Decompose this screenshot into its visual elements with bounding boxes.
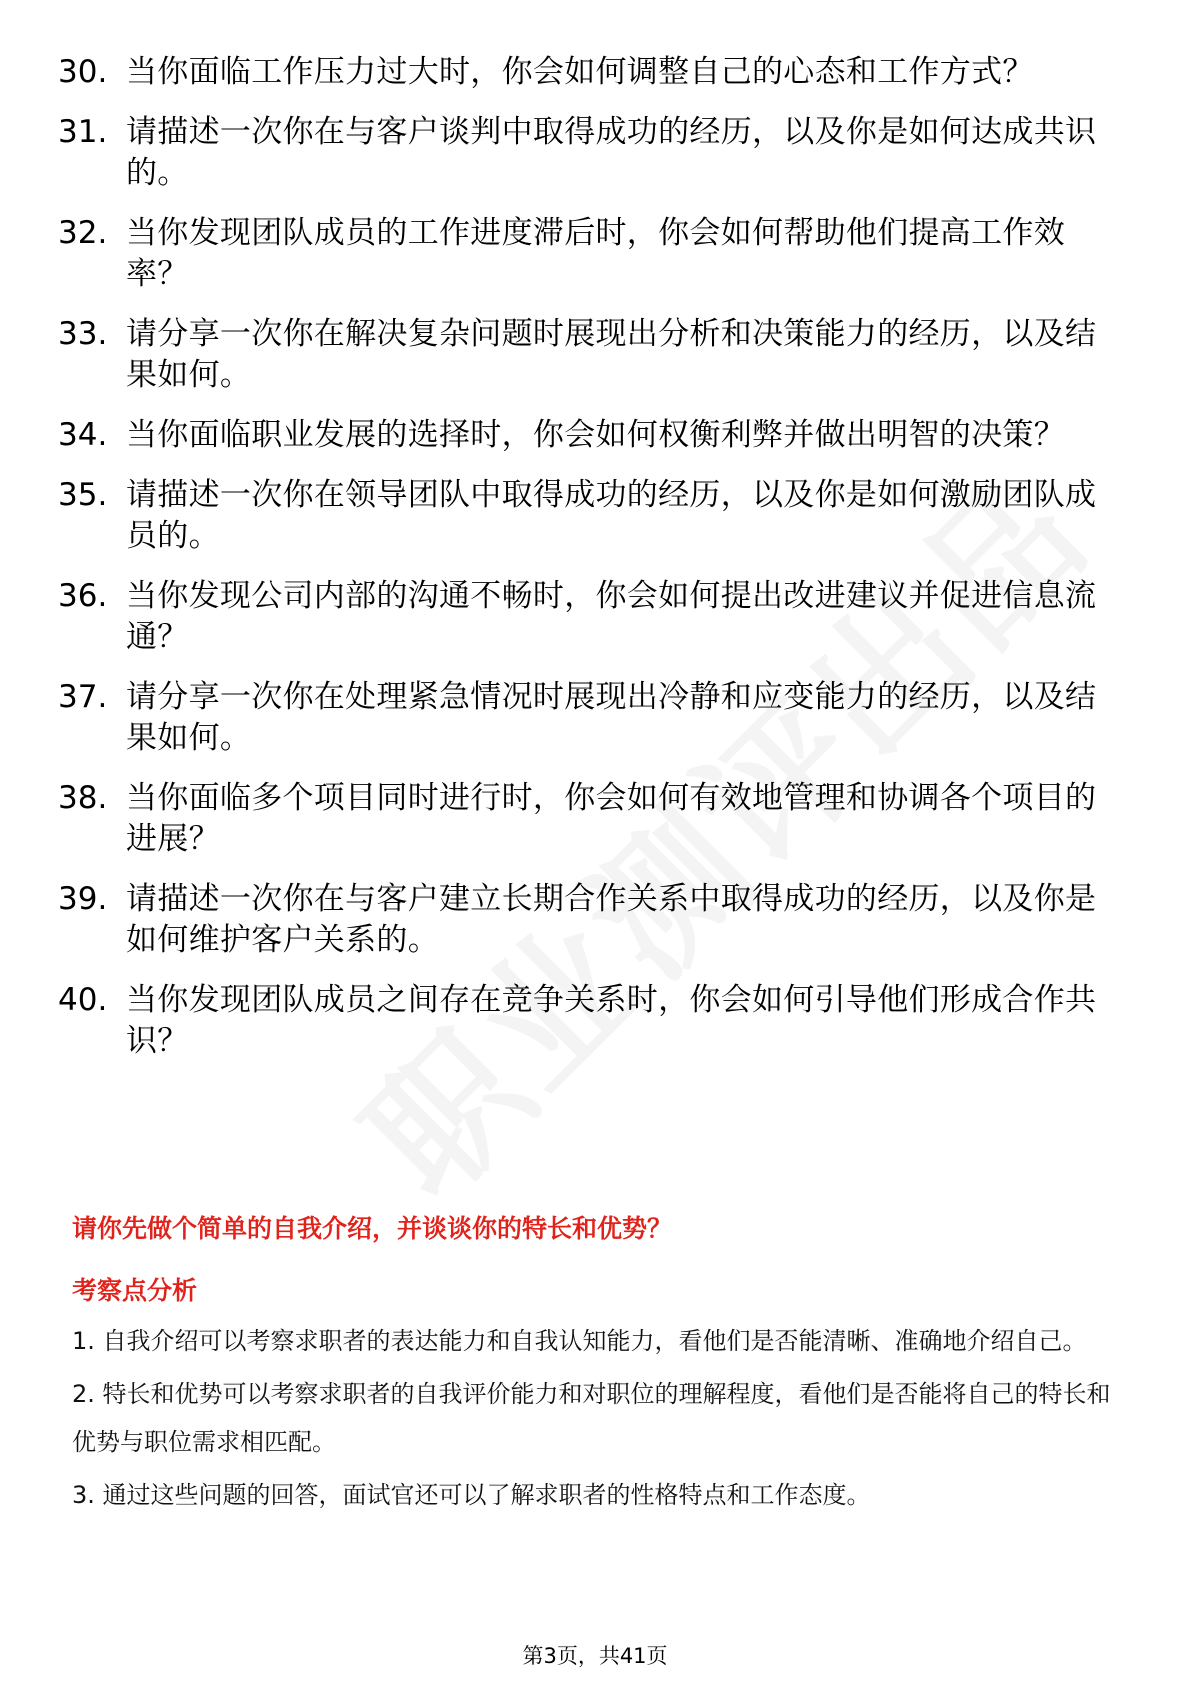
question-item [58,415,1118,456]
question-item [58,112,1118,194]
analysis-points [72,1317,1122,1524]
question-text: 请描述一次你在领导团队中取得成功的经历，以及你是如何激励团队成员的。 [126,477,1097,554]
analysis-heading: 考察点分析 [72,1276,198,1305]
question-text: 请分享一次你在处理紧急情况时展现出冷静和应变能力的经历，以及结果如何。 [126,679,1097,756]
question-item [58,980,1118,1062]
question-text: 当你发现团队成员的工作进度滞后时，你会如何帮助他们提高工作效率？ [126,215,1065,292]
question-number: 30. [58,54,108,90]
analysis-point: 1. 自我介绍可以考察求职者的表达能力和自我认知能力，看他们是否能清晰、准确地介绍自己。 [72,1327,1087,1355]
question-number: 33. [58,316,108,352]
featured-question-heading: 请你先做个简单的自我介绍，并谈谈你的特长和优势？ [72,1214,673,1243]
question-text: 当你面临工作压力过大时，你会如何调整自己的心态和工作方式？ [126,54,1034,90]
question-number: 37. [58,679,108,715]
question-text: 请描述一次你在与客户谈判中取得成功的经历，以及你是如何达成共识的。 [126,114,1097,191]
analysis-point: 2. 特长和优势可以考察求职者的自我评价能力和对职位的理解程度，看他们是否能将自己的特长和优势与职位需求相匹配。 [72,1380,1111,1456]
question-item [58,52,1118,93]
question-number: 34. [58,417,108,453]
question-number: 32. [58,215,108,251]
question-number: 35. [58,477,108,513]
question-number: 31. [58,114,108,150]
question-item [58,314,1118,396]
question-number: 36. [58,578,108,614]
question-text: 当你发现公司内部的沟通不畅时，你会如何提出改进建议并促进信息流通？ [126,578,1097,655]
question-text: 请描述一次你在与客户建立长期合作关系中取得成功的经历，以及你是如何维护客户关系的。 [126,881,1097,958]
question-item [58,677,1118,759]
question-item [58,879,1118,961]
question-item [58,475,1118,557]
question-item [58,778,1118,860]
question-number: 38. [58,780,108,816]
question-number: 40. [58,982,108,1018]
question-item [58,576,1118,658]
question-text: 当你面临职业发展的选择时，你会如何权衡利弊并做出明智的决策？ [126,417,1065,453]
question-text: 请分享一次你在解决复杂问题时展现出分析和决策能力的经历，以及结果如何。 [126,316,1097,393]
page-number-footer: 第3页，共41页 [522,1644,668,1668]
question-text: 当你面临多个项目同时进行时，你会如何有效地管理和协调各个项目的进展？ [126,780,1097,857]
question-list [58,52,1118,1081]
question-item [58,213,1118,295]
question-number: 39. [58,881,108,917]
analysis-point: 3. 通过这些问题的回答，面试官还可以了解求职者的性格特点和工作态度。 [72,1481,871,1509]
question-text: 当你发现团队成员之间存在竞争关系时，你会如何引导他们形成合作共识？ [126,982,1097,1059]
